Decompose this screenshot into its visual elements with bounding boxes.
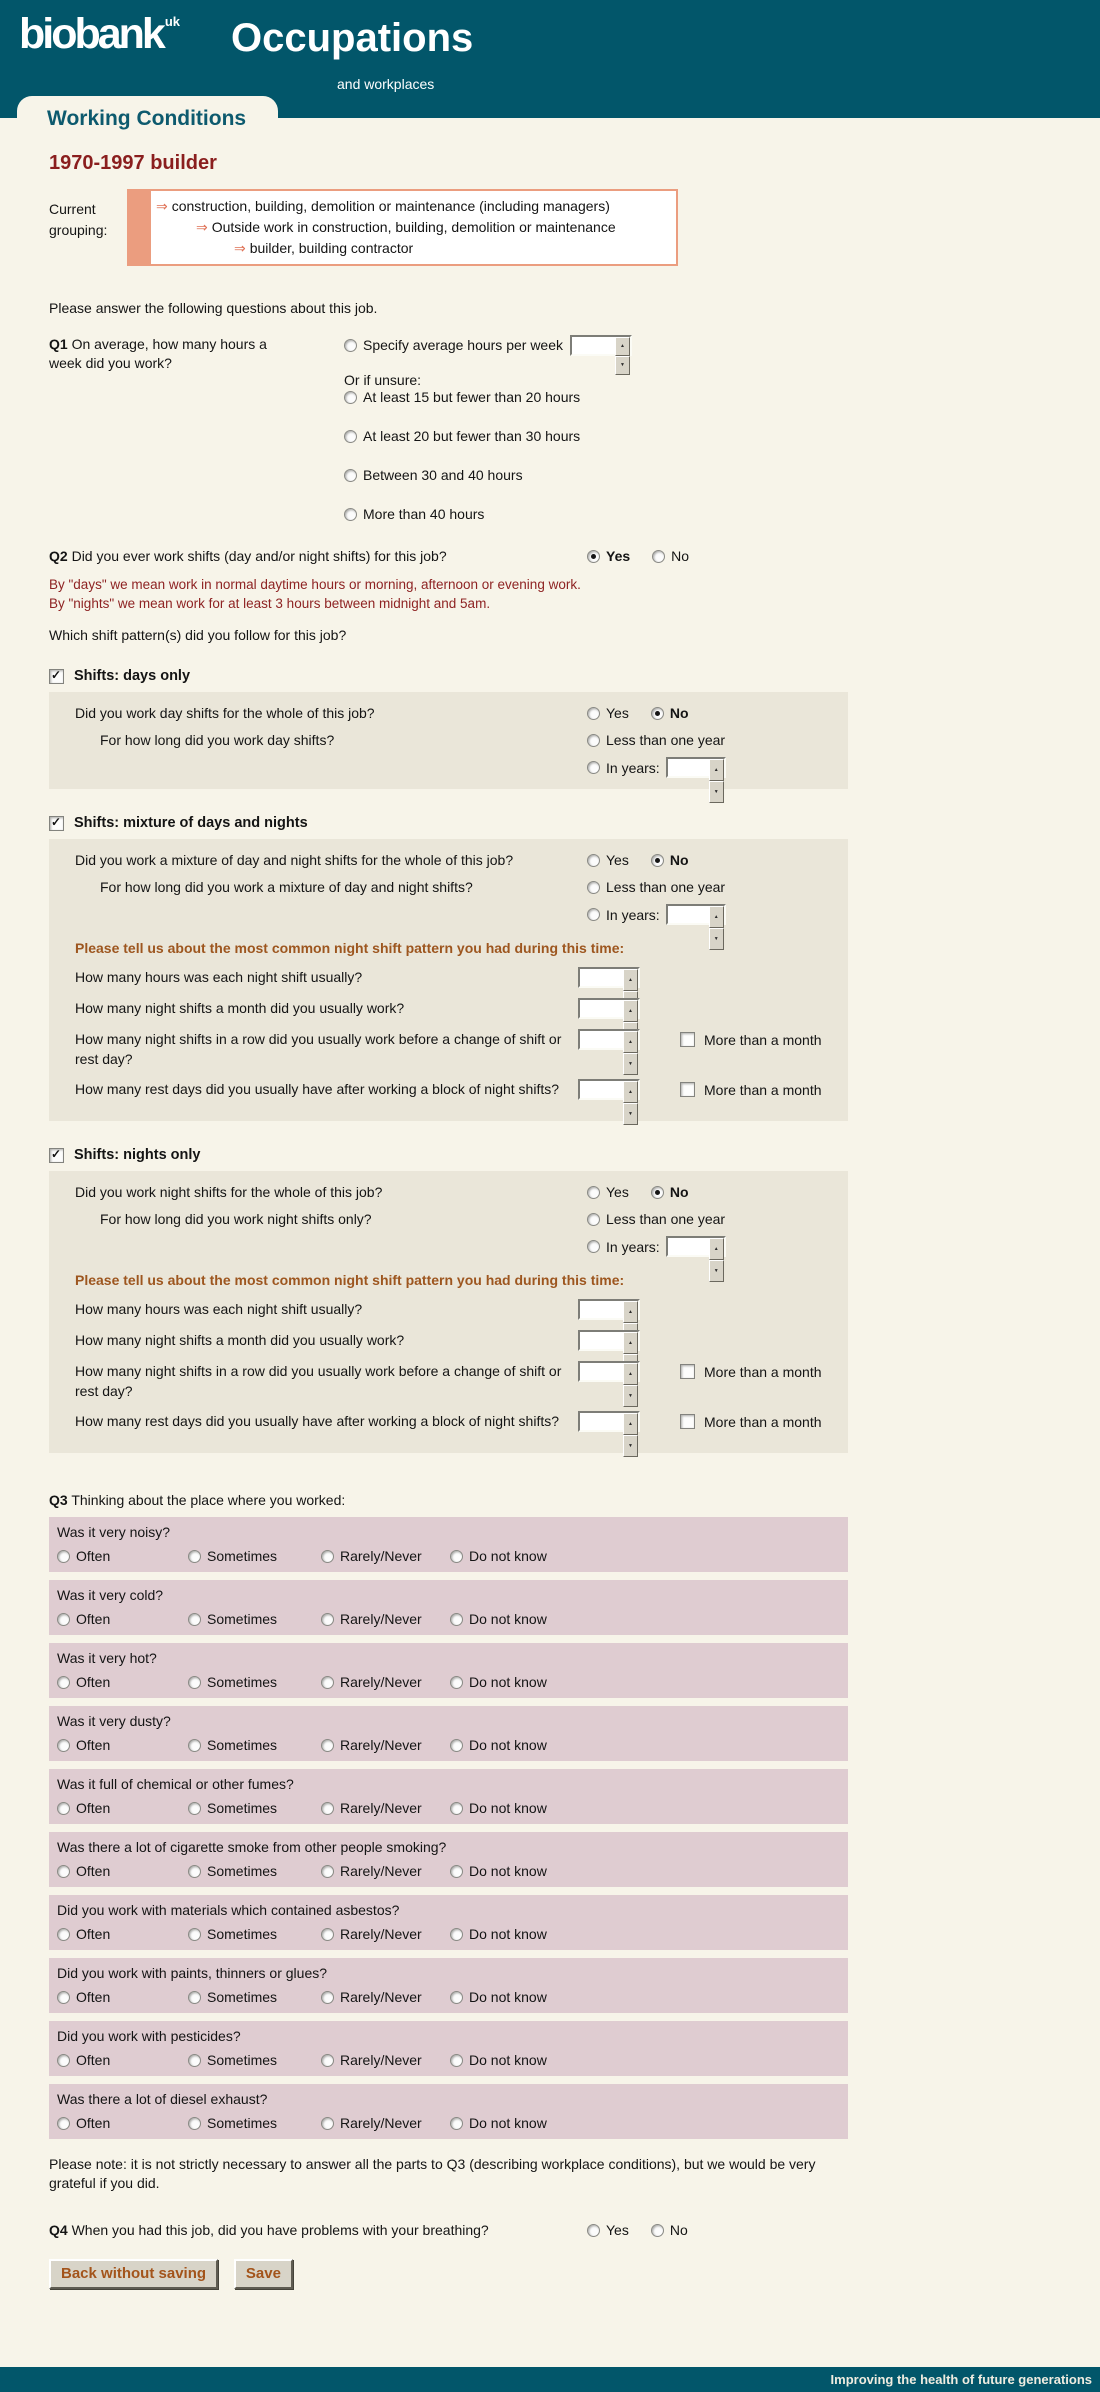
footer	[0, 2367, 1100, 2392]
nights-whole-question: Did you work night shifts for the whole of this job?	[75, 1184, 383, 1200]
option-sometimes-label: Sometimes	[207, 1548, 278, 1564]
grouping-item: ⇒ Outside work in construction, building, demolition or maintenance	[196, 219, 616, 235]
night-permonth-question: How many night shifts a month did you usually work?	[75, 1000, 405, 1016]
mixture-night-hours-spinner[interactable]	[578, 967, 640, 988]
mixture-restdays-more-checkbox[interactable]	[680, 1082, 695, 1097]
job-title: 1970-1997 builder	[49, 152, 217, 174]
q3-question: Did you work with pesticides?	[57, 2028, 241, 2044]
option-donotknow-label: Do not know	[469, 1737, 547, 1753]
q3-row	[49, 1706, 848, 1761]
option-sometimes-label: Sometimes	[207, 1737, 278, 1753]
q3-radio-rarely[interactable]	[321, 1928, 334, 1941]
question-q1	[49, 335, 848, 523]
spin-down-icon[interactable]	[623, 1103, 638, 1125]
nights-night-permonth-spinner[interactable]	[578, 1330, 640, 1351]
q3-row	[49, 1895, 848, 1950]
q3-question: Was it very noisy?	[57, 1524, 171, 1540]
option-donotknow-label: Do not know	[469, 1548, 547, 1564]
q1-option-label: At least 20 but fewer than 30 hours	[363, 428, 581, 444]
mixture-night-inarow-spinner[interactable]	[578, 1029, 640, 1050]
option-often-label: Often	[76, 2052, 111, 2068]
q3-radio-rarely[interactable]	[321, 1613, 334, 1626]
question-q2	[49, 547, 848, 565]
q3-radio-often[interactable]	[57, 2117, 70, 2130]
spin-down-icon[interactable]	[709, 928, 724, 950]
q1-radio-40plus[interactable]	[344, 508, 357, 521]
intro-text: Please answer the following questions about this job.	[49, 300, 378, 316]
q4-yes-label: Yes	[606, 2222, 629, 2238]
q3-radio-rarely[interactable]	[321, 1739, 334, 1752]
button-row	[49, 2259, 848, 2289]
q1-options	[344, 335, 848, 523]
q1-option-label: More than 40 hours	[363, 506, 485, 522]
q3-option-row	[57, 2115, 848, 2132]
nights-in-years-radio[interactable]	[587, 1240, 600, 1253]
q3-radio-rarely[interactable]	[321, 1991, 334, 2004]
nights-restdays-spinner[interactable]	[578, 1411, 640, 1432]
biobank-logo-text: biobank	[19, 10, 163, 58]
mixture-restdays-spinner[interactable]	[578, 1079, 640, 1100]
option-sometimes-label: Sometimes	[207, 2115, 278, 2131]
nights-howlong-question: For how long did you work night shifts only?	[100, 1211, 372, 1227]
q3-question: Was it very hot?	[57, 1650, 157, 1666]
q3-radio-donotknow[interactable]	[450, 1676, 463, 1689]
spin-up-icon[interactable]	[709, 906, 724, 928]
nights-night-inarow-spinner[interactable]	[578, 1361, 640, 1382]
q3-question: Did you work with paints, thinners or glues?	[57, 1965, 328, 1981]
q2-yes-label: Yes	[606, 548, 631, 564]
spin-down-icon[interactable]	[623, 1053, 638, 1075]
spin-up-icon[interactable]	[623, 1000, 638, 1022]
q1-option-label: At least 15 but fewer than 20 hours	[363, 389, 581, 405]
footer-slogan: Improving the health of future generations	[830, 2372, 1092, 2387]
arrow-icon: ⇒	[234, 240, 246, 256]
option-sometimes-label: Sometimes	[207, 2052, 278, 2068]
question-q4	[49, 2221, 848, 2239]
q1-radio-specify[interactable]	[344, 339, 357, 352]
q3-radio-often[interactable]	[57, 1676, 70, 1689]
option-rarely-label: Rarely/Never	[340, 1737, 422, 1753]
spinner-field[interactable]	[572, 337, 615, 354]
biobank-logo-uk: uk	[164, 14, 181, 29]
days-whole-radio-no[interactable]	[651, 707, 664, 720]
more-than-month-label: More than a month	[704, 1081, 822, 1098]
q1-radio-30-40[interactable]	[344, 469, 357, 482]
arrow-icon: ⇒	[196, 219, 208, 235]
q3-radio-donotknow[interactable]	[450, 1928, 463, 1941]
option-sometimes-label: Sometimes	[207, 1611, 278, 1627]
mixture-whole-question: Did you work a mixture of day and night shifts for the whole of this job?	[75, 852, 514, 868]
option-often-label: Often	[76, 1674, 111, 1690]
tab-working-conditions[interactable]: Working Conditions	[17, 96, 278, 142]
current-grouping	[49, 189, 848, 266]
spin-up-icon[interactable]	[623, 1413, 638, 1435]
option-often-label: Often	[76, 1611, 111, 1627]
q4-radio-no[interactable]	[651, 2224, 664, 2237]
q3-radio-sometimes[interactable]	[188, 1613, 201, 1626]
spin-up-icon[interactable]	[623, 969, 638, 991]
option-rarely-label: Rarely/Never	[340, 2115, 422, 2131]
mixture-inarow-more-checkbox[interactable]	[680, 1032, 695, 1047]
night-hours-question: How many hours was each night shift usually?	[75, 969, 363, 985]
mixture-panel: Did you work a mixture of day and night shifts for the whole of this job? Yes No For how long did you work a mixture of day and night shifts? Less than one year In years: ▲ ▼ Please tell us about the most common night shift pattern you had during this time: How many hours was each night shift usually? ▲ ▼ How many night shifts a month did you usually work? ▲ ▼ How many night shifts in a row did you usually work before a change of shift or rest day? ▲ ▼ More than a month How many rest days did you usually have after working a block of night shifts? ▲ ▼ More than a month	[49, 839, 848, 1121]
arrow-icon: ⇒	[156, 198, 168, 214]
q1-unsure-label: Or if unsure:	[344, 372, 422, 388]
shift-group-days	[49, 668, 848, 789]
nights-only-panel: Did you work night shifts for the whole of this job? Yes No For how long did you work night shifts only? Less than one year In years: ▲ ▼ Please tell us about the most common night shift pattern you had during this time: How many hours was each night shift usually? ▲ ▼ How many night shifts a month did you usually work? ▲ ▼ How many night shifts in a row did you usually work before a change of shift or rest day? ▲ ▼ More than a month How many rest days did you usually have after working a block of night shifts? ▲ ▼ More than a month	[49, 1171, 848, 1453]
mixture-whole-radio-no[interactable]	[651, 854, 664, 867]
q3-radio-donotknow[interactable]	[450, 1739, 463, 1752]
q3-question: Was it very dusty?	[57, 1713, 171, 1729]
option-rarely-label: Rarely/Never	[340, 1989, 422, 2005]
q3-option-row	[57, 1611, 848, 1628]
q3-radio-sometimes[interactable]	[188, 1550, 201, 1563]
q2-text: Q2 Did you ever work shifts (day and/or night shifts) for this job?	[49, 548, 447, 564]
spin-down-icon[interactable]	[615, 356, 630, 375]
more-than-month-label: More than a month	[704, 1031, 822, 1048]
option-often-label: Often	[76, 1863, 111, 1879]
more-than-month-label: More than a month	[704, 1363, 822, 1380]
q3-radio-sometimes[interactable]	[188, 2117, 201, 2130]
shift-group-nights	[49, 1147, 848, 1453]
q4-no-label: No	[669, 2222, 688, 2238]
days-howlong-question: For how long did you work day shifts?	[100, 732, 335, 748]
option-often-label: Often	[76, 2115, 111, 2131]
q3-radio-often[interactable]	[57, 1739, 70, 1752]
q3-radio-rarely[interactable]	[321, 1676, 334, 1689]
option-donotknow-label: Do not know	[469, 1989, 547, 2005]
mixture-less-than-year-radio[interactable]	[587, 881, 600, 894]
q2-definition-notes	[49, 575, 848, 613]
days-only-checkbox[interactable]	[49, 669, 64, 684]
q3-option-row	[57, 1863, 848, 1880]
mixture-checkbox[interactable]	[49, 816, 64, 831]
q3-radio-sometimes[interactable]	[188, 1802, 201, 1815]
grouping-box	[127, 189, 678, 266]
nights-years-spinner[interactable]	[666, 1236, 726, 1257]
spin-down-icon[interactable]	[623, 1385, 638, 1407]
mixture-whole-radio-yes[interactable]	[587, 854, 600, 867]
back-without-saving-button[interactable]: Back without saving	[49, 2259, 218, 2289]
q3-radio-donotknow[interactable]	[450, 1991, 463, 2004]
spin-down-icon[interactable]	[623, 1435, 638, 1457]
option-often-label: Often	[76, 1800, 111, 1816]
q3-row	[49, 1643, 848, 1698]
q3-radio-donotknow[interactable]	[450, 1865, 463, 1878]
q2-no-label: No	[671, 548, 690, 564]
days-whole-radio-yes[interactable]	[587, 707, 600, 720]
nights-inarow-more-checkbox[interactable]	[680, 1364, 695, 1379]
option-sometimes-label: Sometimes	[207, 1989, 278, 2005]
q1-radio-15-20[interactable]	[344, 391, 357, 404]
option-rarely-label: Rarely/Never	[340, 1548, 422, 1564]
more-than-month-label: More than a month	[704, 1413, 822, 1430]
q3-radio-rarely[interactable]	[321, 1865, 334, 1878]
grouping-item: ⇒ builder, building contractor	[234, 240, 414, 256]
spin-up-icon[interactable]	[623, 1301, 638, 1323]
spin-up-icon[interactable]	[623, 1363, 638, 1385]
q3-radio-often[interactable]	[57, 1550, 70, 1563]
q3-radio-donotknow[interactable]	[450, 2054, 463, 2067]
option-often-label: Often	[76, 1989, 111, 2005]
q3-radio-sometimes[interactable]	[188, 1928, 201, 1941]
spin-down-icon[interactable]	[709, 781, 724, 803]
q1-text: Q1 On average, how many hours a week did you work?	[49, 336, 267, 371]
q2-nights-note: By "nights" we mean work for at least 3 hours between midnight and 5am.	[49, 596, 491, 611]
option-rarely-label: Rarely/Never	[340, 1611, 422, 1627]
night-hours-question: How many hours was each night shift usually?	[75, 1301, 363, 1317]
days-years-spinner[interactable]	[666, 757, 726, 778]
option-often-label: Often	[76, 1737, 111, 1753]
spin-up-icon[interactable]	[623, 1081, 638, 1103]
mixture-howlong-question: For how long did you work a mixture of day and night shifts?	[100, 879, 473, 895]
q3-row	[49, 1832, 848, 1887]
q2-days-note: By "days" we mean work in normal daytime hours or morning, afternoon or evening work.	[49, 577, 581, 592]
q3-radio-donotknow[interactable]	[450, 2117, 463, 2130]
q3-option-row	[57, 1926, 848, 1943]
days-in-years-radio[interactable]	[587, 761, 600, 774]
question-q3: Q3 Thinking about the place where you worked:	[49, 1492, 346, 1508]
option-often-label: Often	[76, 1926, 111, 1942]
spin-up-icon[interactable]	[623, 1332, 638, 1354]
q3-radio-donotknow[interactable]	[450, 1550, 463, 1563]
page-content	[49, 118, 848, 2289]
q3-radio-often[interactable]	[57, 1613, 70, 1626]
nights-night-hours-spinner[interactable]	[578, 1299, 640, 1320]
grouping-label: Current grouping:	[49, 201, 108, 238]
q3-question: Was there a lot of cigarette smoke from other people smoking?	[57, 1839, 447, 1855]
q2-radio-yes[interactable]	[587, 550, 600, 563]
q3-row	[49, 2084, 848, 2139]
q3-row	[49, 1958, 848, 2013]
option-sometimes-label: Sometimes	[207, 1674, 278, 1690]
q3-radio-often[interactable]	[57, 1928, 70, 1941]
option-rarely-label: Rarely/Never	[340, 1674, 422, 1690]
option-sometimes-label: Sometimes	[207, 1800, 278, 1816]
header	[0, 0, 1100, 130]
shift-group-mixture	[49, 815, 848, 1121]
q3-radio-donotknow[interactable]	[450, 1802, 463, 1815]
q1-radio-20-30[interactable]	[344, 430, 357, 443]
q3-question: Was it very cold?	[57, 1587, 164, 1603]
nights-less-than-year-radio[interactable]	[587, 1213, 600, 1226]
option-often-label: Often	[76, 1548, 111, 1564]
days-only-label: Shifts: days only	[74, 668, 191, 684]
q3-row	[49, 1517, 848, 1572]
q1-specify-label: Specify average hours per week	[363, 337, 563, 353]
app-subtitle: and workplaces	[337, 76, 435, 92]
night-inarow-question: How many night shifts in a row did you usually work before a change of shift or rest day?	[75, 1031, 562, 1067]
q3-option-row	[57, 1548, 848, 1565]
biobank-logo	[19, 10, 180, 59]
shift-pattern-question: Which shift pattern(s) did you follow for this job?	[49, 627, 347, 643]
hours-per-week-spinner[interactable]	[570, 335, 632, 356]
q3-option-row	[57, 2052, 848, 2069]
q3-panel-list	[49, 1517, 848, 2139]
q3-radio-often[interactable]	[57, 1802, 70, 1815]
spin-up-icon[interactable]	[615, 337, 630, 356]
q3-question: Did you work with materials which contained asbestos?	[57, 1902, 400, 1918]
spin-up-icon[interactable]	[709, 1238, 724, 1260]
q3-radio-often[interactable]	[57, 2054, 70, 2067]
save-button[interactable]: Save	[234, 2259, 293, 2289]
q3-radio-sometimes[interactable]	[188, 2054, 201, 2067]
night-permonth-question: How many night shifts a month did you usually work?	[75, 1332, 405, 1348]
q3-radio-rarely[interactable]	[321, 2117, 334, 2130]
q3-radio-rarely[interactable]	[321, 1550, 334, 1563]
grouping-item: ⇒ construction, building, demolition or maintenance (including managers)	[156, 198, 610, 214]
option-rarely-label: Rarely/Never	[340, 2052, 422, 2068]
q3-option-row	[57, 1674, 848, 1691]
spin-up-icon[interactable]	[709, 759, 724, 781]
q2-radio-no[interactable]	[652, 550, 665, 563]
mixture-label: Shifts: mixture of days and nights	[74, 815, 308, 831]
q3-radio-sometimes[interactable]	[188, 1991, 201, 2004]
option-donotknow-label: Do not know	[469, 1863, 547, 1879]
days-whole-question: Did you work day shifts for the whole of this job?	[75, 705, 375, 721]
option-donotknow-label: Do not know	[469, 1926, 547, 1942]
q3-radio-rarely[interactable]	[321, 2054, 334, 2067]
nights-restdays-more-checkbox[interactable]	[680, 1414, 695, 1429]
days-less-than-year-radio[interactable]	[587, 734, 600, 747]
q3-radio-donotknow[interactable]	[450, 1613, 463, 1626]
q3-option-row	[57, 1989, 848, 2006]
mixture-night-pattern-header: Please tell us about the most common night shift pattern you had during this time:	[75, 940, 625, 956]
q1-specify-row	[344, 335, 848, 356]
app-title: Occupations	[231, 16, 474, 60]
q3-radio-sometimes[interactable]	[188, 1739, 201, 1752]
nights-only-checkbox[interactable]	[49, 1148, 64, 1163]
option-donotknow-label: Do not know	[469, 2052, 547, 2068]
night-inarow-question: How many night shifts in a row did you usually work before a change of shift or rest day?	[75, 1363, 562, 1399]
option-donotknow-label: Do not know	[469, 1611, 547, 1627]
q3-option-row	[57, 1737, 848, 1754]
nights-whole-radio-yes[interactable]	[587, 1186, 600, 1199]
mixture-in-years-radio[interactable]	[587, 908, 600, 921]
option-sometimes-label: Sometimes	[207, 1926, 278, 1942]
q3-row	[49, 1769, 848, 1824]
q4-text: Q4 When you had this job, did you have problems with your breathing?	[49, 2222, 489, 2238]
option-donotknow-label: Do not know	[469, 2115, 547, 2131]
q3-question: Was there a lot of diesel exhaust?	[57, 2091, 268, 2107]
mixture-years-spinner[interactable]	[666, 904, 726, 925]
night-restdays-question: How many rest days did you usually have after working a block of night shifts?	[75, 1413, 560, 1429]
q4-radio-yes[interactable]	[587, 2224, 600, 2237]
spin-down-icon[interactable]	[709, 1260, 724, 1282]
q3-radio-sometimes[interactable]	[188, 1676, 201, 1689]
please-note-text: Please note: it is not strictly necessary to answer all the parts to Q3 (describing workplace conditions), but we would be very grateful if you did.	[49, 2156, 816, 2191]
days-only-panel: Did you work day shifts for the whole of this job? Yes No For how long did you work day shifts? Less than one year In years: ▲ ▼	[49, 692, 848, 789]
option-rarely-label: Rarely/Never	[340, 1800, 422, 1816]
option-rarely-label: Rarely/Never	[340, 1926, 422, 1942]
q3-option-row	[57, 1800, 848, 1817]
q3-radio-rarely[interactable]	[321, 1802, 334, 1815]
mixture-night-permonth-spinner[interactable]	[578, 998, 640, 1019]
q3-question: Was it full of chemical or other fumes?	[57, 1776, 294, 1792]
option-donotknow-label: Do not know	[469, 1674, 547, 1690]
q3-radio-sometimes[interactable]	[188, 1865, 201, 1878]
q1-option-label: Between 30 and 40 hours	[363, 467, 523, 483]
option-rarely-label: Rarely/Never	[340, 1863, 422, 1879]
nights-whole-radio-no[interactable]	[651, 1186, 664, 1199]
nights-only-label: Shifts: nights only	[74, 1147, 201, 1163]
q3-row	[49, 1580, 848, 1635]
q3-radio-often[interactable]	[57, 1991, 70, 2004]
nights-night-pattern-header: Please tell us about the most common night shift pattern you had during this time:	[75, 1272, 625, 1288]
option-donotknow-label: Do not know	[469, 1800, 547, 1816]
spin-up-icon[interactable]	[623, 1031, 638, 1053]
option-sometimes-label: Sometimes	[207, 1863, 278, 1879]
q3-row	[49, 2021, 848, 2076]
night-restdays-question: How many rest days did you usually have after working a block of night shifts?	[75, 1081, 560, 1097]
q3-radio-often[interactable]	[57, 1865, 70, 1878]
